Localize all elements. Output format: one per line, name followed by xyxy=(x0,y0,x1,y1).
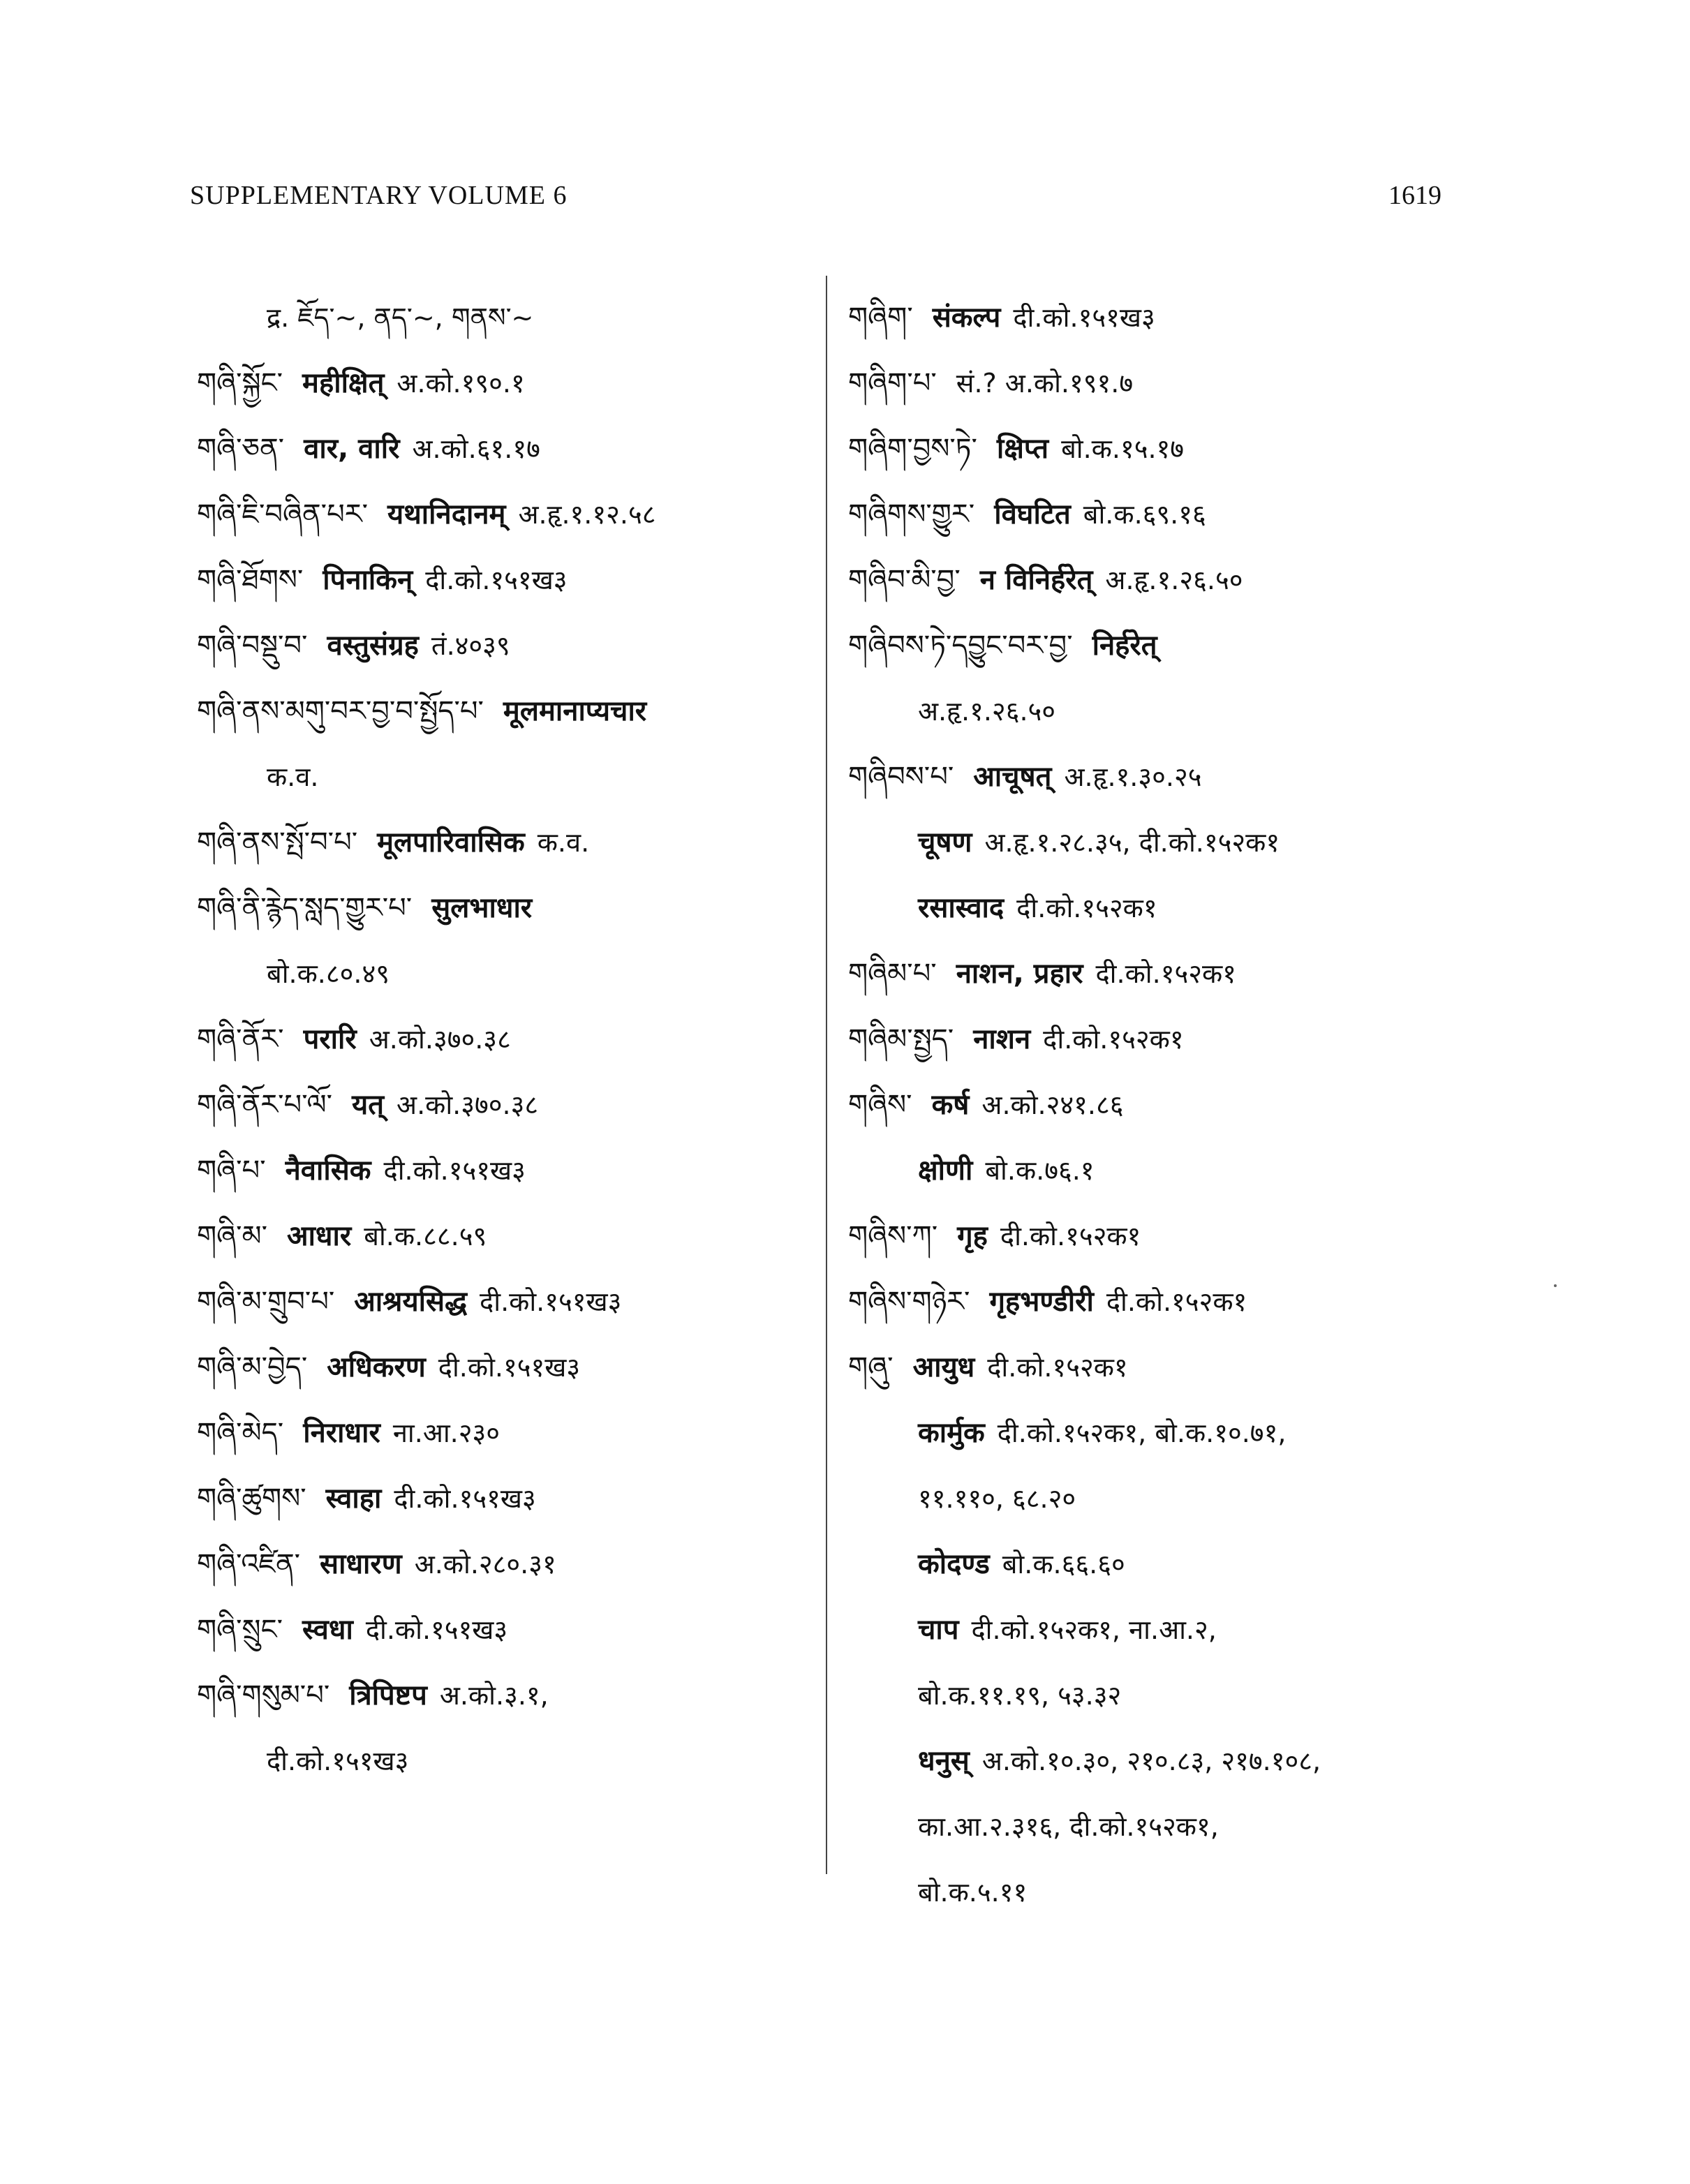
source-reference: बो.क.७६.१ xyxy=(985,1155,1095,1186)
tibetan-headword: གཞི་ཇི་བཞིན་པར་ xyxy=(197,498,369,530)
source-reference: दी.को.१५१ख३ xyxy=(1013,302,1155,333)
sanskrit-equivalent: यत् xyxy=(352,1089,385,1121)
dictionary-entry xyxy=(848,1072,1469,1138)
source-reference: अ.हृ.१.२८.३५, दी.को.१५२क१ xyxy=(984,827,1280,858)
tibetan-headword: གཞི་བསྡུ་བ་ xyxy=(197,630,308,662)
sanskrit-equivalent: मूलमानाप्यचार xyxy=(503,695,647,727)
scan-speck xyxy=(1554,1284,1557,1287)
tibetan-headword: གཞི་སྐྱོང་ xyxy=(197,367,283,399)
tibetan-headword: གཞི་ནི་རྙེད་སླད་གྱུར་པ་ xyxy=(197,892,413,924)
sanskrit-equivalent: स्वाहा xyxy=(325,1483,382,1515)
dictionary-entry xyxy=(848,1859,1469,1925)
dictionary-entry xyxy=(848,810,1469,875)
source-reference: अ.हृ.१.३०.२५ xyxy=(1064,762,1202,792)
dictionary-entry xyxy=(848,1531,1469,1597)
sanskrit-equivalent: चाप xyxy=(918,1614,959,1646)
sanskrit-equivalent: परारि xyxy=(303,1023,357,1055)
sanskrit-equivalent: आश्रयसिद्ध xyxy=(354,1286,468,1318)
source-reference: सं.? अ.को.१९१.७ xyxy=(956,368,1134,399)
tibetan-headword: གཞི་ནོར་ xyxy=(197,1023,284,1055)
tibetan-headword: གཞི་འཛིན་ xyxy=(197,1548,301,1580)
sanskrit-equivalent: सुलभाधार xyxy=(431,892,533,924)
sanskrit-equivalent: गृह xyxy=(957,1220,988,1252)
page-number: 1619 xyxy=(1388,181,1441,210)
dictionary-entry xyxy=(848,350,1469,416)
sanskrit-equivalent: कार्मुक xyxy=(918,1417,985,1449)
source-reference: तं.४०३९ xyxy=(431,630,510,661)
running-head: SUPPLEMENTARY VOLUME 6 xyxy=(190,181,568,210)
dictionary-entry xyxy=(848,1794,1469,1859)
source-reference: दी.को.१५२क१ xyxy=(987,1352,1128,1383)
sanskrit-equivalent: संकल्प xyxy=(932,302,1001,334)
tibetan-headword: གཞིབ་མི་བྱ་ xyxy=(848,564,961,596)
dictionary-entry xyxy=(848,744,1469,810)
source-reference: बो.क.५.११ xyxy=(918,1877,1028,1908)
right-column xyxy=(848,285,1469,1925)
dictionary-entry xyxy=(197,1072,811,1138)
sanskrit-equivalent: अधिकरण xyxy=(327,1351,426,1383)
dictionary-entry xyxy=(848,1400,1469,1466)
dictionary-entry xyxy=(197,1269,811,1335)
tibetan-headword: གཞི་མ་ xyxy=(197,1220,268,1252)
sanskrit-equivalent: कर्ष xyxy=(931,1089,970,1121)
tibetan-headword: གཞི་ནོར་པ་ལོ་ xyxy=(197,1089,333,1121)
tibetan-headword: གཞི་ཐོགས་ xyxy=(197,564,304,596)
dictionary-entry xyxy=(848,416,1469,482)
dictionary-entry xyxy=(197,1006,811,1072)
dictionary-entry xyxy=(197,1728,811,1794)
sanskrit-equivalent: नाशन, प्रहार xyxy=(956,958,1083,990)
sanskrit-equivalent: स्वधा xyxy=(302,1614,353,1646)
sanskrit-equivalent: यथानिदानम् xyxy=(387,498,506,530)
sanskrit-equivalent: मूलपारिवासिक xyxy=(377,826,525,859)
tibetan-headword: གཞིས་ཀ་ xyxy=(848,1220,938,1252)
tibetan-headword: གཞུ་ xyxy=(848,1351,894,1383)
sanskrit-equivalent: न विनिर्हरेत् xyxy=(979,564,1093,596)
tibetan-headword: གཞིབས་པ་ xyxy=(848,761,954,793)
dictionary-entry xyxy=(197,1663,811,1728)
dictionary-entry xyxy=(848,285,1469,350)
sanskrit-equivalent: धनुस् xyxy=(918,1745,970,1777)
source-reference: दी.को.१५२क१, ना.आ.२, xyxy=(971,1614,1217,1645)
sanskrit-equivalent: क्षोणी xyxy=(918,1154,973,1187)
dictionary-entry xyxy=(197,1203,811,1269)
dictionary-entry xyxy=(848,613,1469,678)
dictionary-entry xyxy=(197,875,811,941)
tibetan-headword: གཞི་ཅན་ xyxy=(197,433,285,465)
source-reference: दी.को.१५१ख३ xyxy=(480,1286,622,1317)
source-reference: दी.को.१५२क१ xyxy=(1106,1286,1247,1317)
dictionary-entry xyxy=(197,1531,811,1597)
source-reference: दी.को.१५१ख३ xyxy=(438,1352,581,1383)
dictionary-entry xyxy=(197,1466,811,1531)
dictionary-entry xyxy=(197,1335,811,1400)
source-reference: ना.आ.२३० xyxy=(392,1418,501,1448)
tibetan-headword: གཞིམ་སྤྱད་ xyxy=(848,1023,954,1055)
sanskrit-equivalent: क्षिप्त xyxy=(996,433,1049,465)
dictionary-entry xyxy=(197,416,811,482)
sanskrit-equivalent: चूषण xyxy=(918,826,972,859)
tibetan-headword: གཞི་གསུམ་པ་ xyxy=(197,1679,330,1711)
source-reference: दी.को.१५२क१ xyxy=(1043,1024,1184,1055)
source-reference: दी.को.१५१ख३ xyxy=(365,1614,508,1645)
source-reference: अ.को.१९०.१ xyxy=(396,368,525,399)
dictionary-entry xyxy=(197,1400,811,1466)
source-reference: अ.को.३.१, xyxy=(439,1680,549,1711)
dictionary-entry xyxy=(197,285,811,350)
dictionary-entry xyxy=(848,1466,1469,1531)
dictionary-entry xyxy=(197,350,811,416)
dictionary-entry xyxy=(197,1597,811,1663)
dictionary-entry xyxy=(197,613,811,678)
tibetan-headword: གཞིག་ xyxy=(848,302,913,334)
source-reference: दी.को.१५२क१, बो.क.१०.७१, xyxy=(997,1418,1287,1448)
dictionary-entry xyxy=(848,1006,1469,1072)
tibetan-headword: གཞི་མ་གྲུབ་པ་ xyxy=(197,1286,335,1318)
dictionary-entry xyxy=(848,941,1469,1006)
tibetan-headword: གཞིས་གཉེར་ xyxy=(848,1286,970,1318)
sanskrit-equivalent: नैवासिक xyxy=(285,1154,371,1187)
sanskrit-equivalent: आचूषत् xyxy=(973,761,1052,793)
sanskrit-equivalent: त्रिपिष्टप xyxy=(349,1679,427,1711)
source-reference: द्र. ཇོད་~, ནད་~, གནས་~ xyxy=(267,302,534,333)
source-reference: ११.११०, ६८.२० xyxy=(918,1483,1076,1514)
source-reference: अ.हृ.१.२६.५० xyxy=(1105,565,1243,595)
dictionary-entry xyxy=(848,1663,1469,1728)
tibetan-headword: གཞི་ནས་མགུ་བར་བྱ་བ་སྤྱོད་པ་ xyxy=(197,695,484,727)
sanskrit-equivalent: वार, वारि xyxy=(304,433,400,465)
source-reference: अ.को.२८०.३१ xyxy=(414,1549,556,1580)
dictionary-entry xyxy=(197,547,811,613)
dictionary-entry xyxy=(848,1138,1469,1203)
source-reference: अ.हृ.१.१२.५८ xyxy=(518,499,656,530)
sanskrit-equivalent: रसास्वाद xyxy=(918,892,1005,924)
dictionary-entry xyxy=(848,1597,1469,1663)
source-reference: अ.को.१०.३०, २१०.८३, २१७.१०८, xyxy=(981,1746,1321,1776)
tibetan-headword: གཞི་པ་ xyxy=(197,1154,266,1187)
dictionary-entry xyxy=(848,547,1469,613)
source-reference: क.व. xyxy=(537,827,590,858)
tibetan-headword: གཞིབས་ཏེ་དབྱུང་བར་བྱ་ xyxy=(848,630,1073,662)
source-reference: बो.क.१५.१७ xyxy=(1061,433,1185,464)
source-reference: बो.क.८८.५९ xyxy=(364,1221,487,1251)
dictionary-entry xyxy=(848,482,1469,547)
tibetan-headword: གཞིས་ xyxy=(848,1089,912,1121)
sanskrit-equivalent: नाशन xyxy=(973,1023,1031,1055)
sanskrit-equivalent: निराधार xyxy=(303,1417,380,1449)
source-reference: दी.को.१५१ख३ xyxy=(383,1155,526,1186)
source-reference: बो.क.११.१९, ५३.३२ xyxy=(918,1680,1122,1711)
source-reference: अ.को.३७०.३८ xyxy=(369,1024,511,1055)
source-reference: दी.को.१५२क१ xyxy=(1095,958,1236,989)
tibetan-headword: གཞི་མ་བྱེད་ xyxy=(197,1351,308,1383)
source-reference: बो.क.६६.६० xyxy=(1002,1549,1125,1580)
tibetan-headword: གཞི་སྲུང་ xyxy=(197,1614,283,1646)
source-reference: अ.हृ.१.२६.५० xyxy=(918,696,1056,727)
sanskrit-equivalent: कोदण्ड xyxy=(918,1548,990,1580)
sanskrit-equivalent: आधार xyxy=(287,1220,352,1252)
left-column xyxy=(197,285,811,1794)
tibetan-headword: གཞི་ནས་སྤོ་བ་པ་ xyxy=(197,826,358,859)
dictionary-entry xyxy=(197,1138,811,1203)
source-reference: दी.को.१५२क१ xyxy=(1000,1221,1141,1251)
source-reference: दी.को.१५१ख३ xyxy=(425,565,568,595)
sanskrit-equivalent: महीक्षित् xyxy=(302,367,385,399)
sanskrit-equivalent: साधारण xyxy=(320,1548,402,1580)
tibetan-headword: གཞིག་བྱས་ཏེ་ xyxy=(848,433,977,465)
dictionary-entry xyxy=(197,678,811,744)
sanskrit-equivalent: वस्तुसंग्रह xyxy=(327,630,419,662)
dictionary-entry xyxy=(197,810,811,875)
source-reference: दी.को.१५१ख३ xyxy=(394,1483,536,1514)
dictionary-entry xyxy=(197,482,811,547)
dictionary-entry xyxy=(197,744,811,810)
source-reference: अ.को.३७०.३८ xyxy=(396,1090,539,1120)
sanskrit-equivalent: निर्हरेत् xyxy=(1092,630,1157,662)
source-reference: का.आ.२.३१६, दी.को.१५२क१, xyxy=(918,1811,1219,1842)
column-divider xyxy=(826,276,827,1874)
tibetan-headword: གཞི་ཚུགས་ xyxy=(197,1483,306,1515)
dictionary-entry xyxy=(848,1728,1469,1794)
dictionary-entry xyxy=(848,875,1469,941)
sanskrit-equivalent: गृहभण्डीरी xyxy=(989,1286,1094,1318)
sanskrit-equivalent: आयुध xyxy=(912,1351,975,1383)
tibetan-headword: གཞིམ་པ་ xyxy=(848,958,937,990)
source-reference: बो.क.६९.१६ xyxy=(1083,499,1206,530)
sanskrit-equivalent: पिनाकिन् xyxy=(323,564,413,596)
dictionary-entry xyxy=(848,1335,1469,1400)
page-header xyxy=(190,180,1441,222)
dictionary-entry xyxy=(848,1203,1469,1269)
dictionary-entry xyxy=(848,678,1469,744)
source-reference: दी.को.१५२क१ xyxy=(1016,893,1157,923)
tibetan-headword: གཞི་མེད་ xyxy=(197,1417,284,1449)
tibetan-headword: གཞིགས་གྱུར་ xyxy=(848,498,975,530)
dictionary-entry xyxy=(848,1269,1469,1335)
sanskrit-equivalent: विघटित xyxy=(994,498,1071,530)
source-reference: अ.को.२४१.८६ xyxy=(981,1090,1124,1120)
source-reference: अ.को.६१.१७ xyxy=(412,433,540,464)
source-reference: बो.क.८०.४९ xyxy=(267,958,390,989)
tibetan-headword: གཞིག་པ་ xyxy=(848,367,937,399)
dictionary-entry xyxy=(197,941,811,1006)
source-reference: दी.को.१५१ख३ xyxy=(267,1746,409,1776)
source-reference: क.व. xyxy=(267,762,319,792)
